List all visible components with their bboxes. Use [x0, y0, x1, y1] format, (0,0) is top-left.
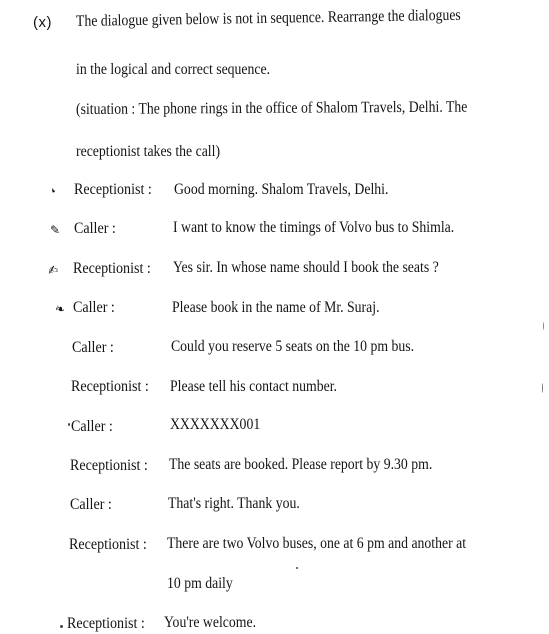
speaker-label: Receptionist : — [73, 260, 151, 277]
speaker-label: Caller : — [70, 496, 112, 513]
dialogue-text: Good morning. Shalom Travels, Delhi. — [174, 181, 389, 198]
dialogue-text: That's right. Thank you. — [168, 495, 300, 512]
speaker-label: Receptionist : — [74, 181, 152, 198]
dialogue-text: Could you reserve 5 seats on the 10 pm bus. — [171, 338, 415, 355]
dialogue-text-continuation: 10 pm daily — [167, 575, 233, 592]
scan-speck — [296, 567, 298, 569]
dialogue-text: You're welcome. — [164, 614, 257, 631]
speaker-label: Caller : — [74, 220, 116, 237]
scan-speck — [543, 322, 544, 330]
dialogue-text: The seats are booked. Please report by 9.30 pm. — [169, 456, 433, 473]
question-number: (x) — [33, 14, 52, 31]
dialogue-text: Please tell his contact number. — [170, 378, 337, 395]
instruction-line-1: The dialogue given below is not in sequence. Rearrange the dialogues — [75, 6, 461, 30]
speaker-label: Caller : — [72, 339, 114, 356]
dialogue-text: I want to know the timings of Volvo bus to Shimla. — [173, 219, 455, 236]
tick-mark-icon: ✍ — [46, 262, 60, 278]
tick-mark-icon: ❛ — [49, 185, 59, 201]
speaker-label: Receptionist : — [70, 457, 148, 474]
dialogue-text: There are two Volvo buses, one at 6 pm and another at — [167, 535, 467, 552]
instruction-line-2: in the logical and correct sequence. — [76, 61, 271, 78]
situation-line-2: receptionist takes the call) — [76, 143, 221, 160]
speaker-label: Caller : — [71, 418, 113, 435]
situation-line-1: (situation : The phone rings in the office of Shalom Travels, Delhi. The — [75, 98, 468, 118]
scan-speck — [60, 625, 63, 628]
speaker-label: Receptionist : — [69, 536, 147, 553]
tick-mark-icon: ✎ — [50, 223, 61, 237]
speaker-label: Receptionist : — [67, 615, 145, 632]
scan-speck — [542, 383, 543, 393]
speaker-label: Receptionist : — [71, 378, 149, 395]
tick-mark-icon: ❧ — [53, 300, 67, 318]
speaker-label: Caller : — [73, 299, 115, 316]
dialogue-text: XXXXXXX001 — [170, 416, 261, 433]
scan-speck — [68, 423, 70, 426]
dialogue-text: Yes sir. In whose name should I book the seats ? — [173, 259, 439, 276]
dialogue-text: Please book in the name of Mr. Suraj. — [172, 299, 380, 316]
